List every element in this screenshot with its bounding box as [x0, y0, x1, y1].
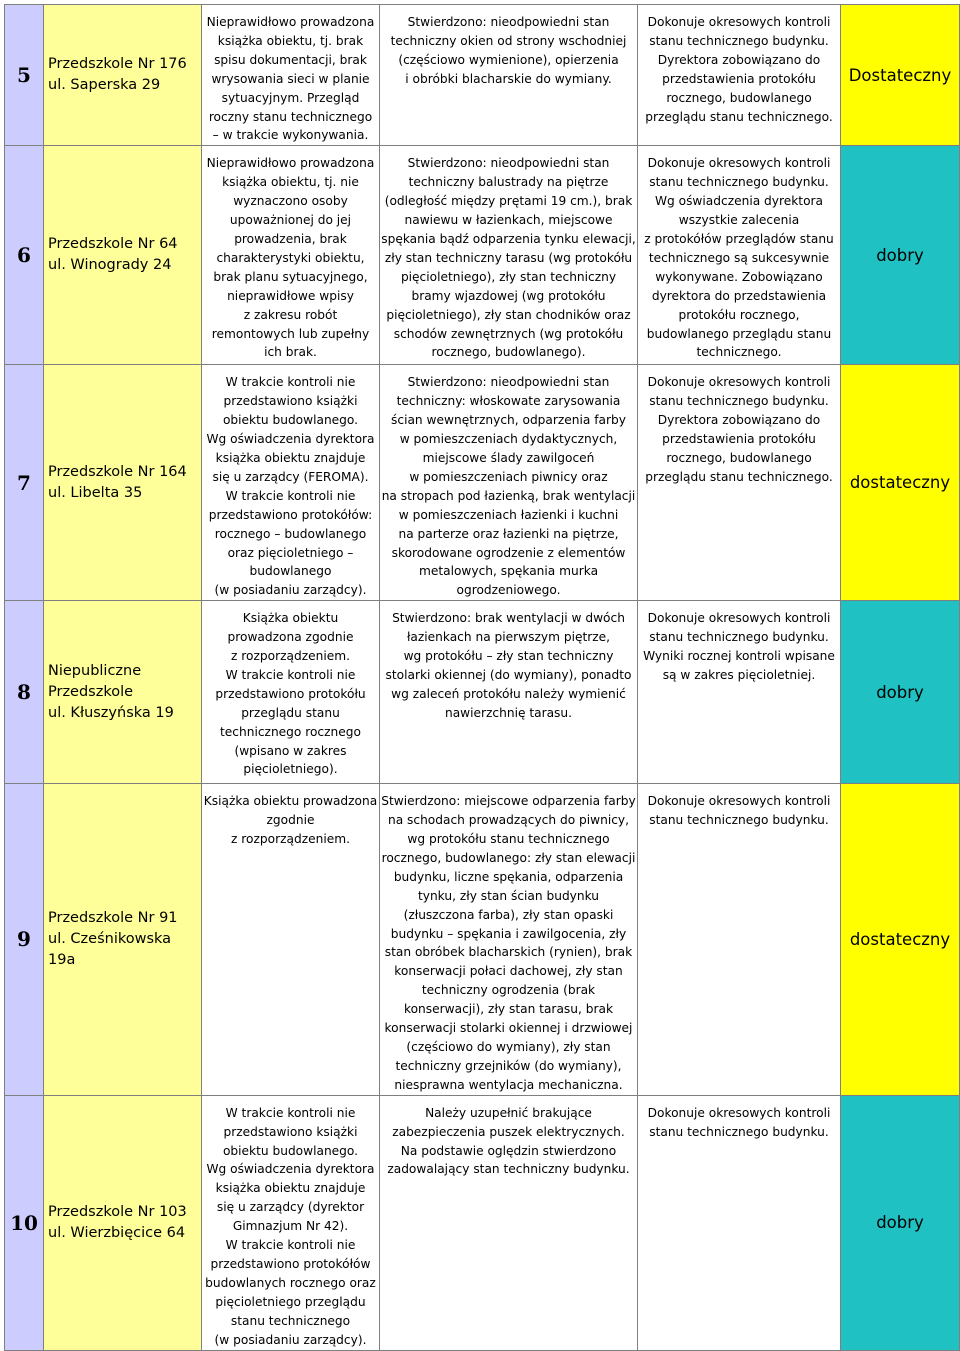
facility-name-line: Przedszkole: [48, 683, 134, 700]
actions-taken: Dokonuje okresowych kontroli stanu technicznego budynku.: [638, 784, 841, 1096]
facility-name: [44, 5, 202, 146]
technical-findings: Stwierdzono: nieodpowiedni stan techniczny: włoskowate zarysowania ścian wewnętrznych, odparzenia farby w pomieszczeniach dydaktycznych, miejscowe ślady zawilgoceń w pomieszczeniach piwnicy oraz na stropach pod łazienką, brak wentylacji w pomieszczeniach łazienki i kuchni na parterze oraz łazienki na piętrze, skorodowane ogrodzenie z elementów metalowych, spękania murka ogrodzeniowego.: [380, 365, 638, 601]
table-row: [5, 1095, 960, 1350]
condition-rating: dobry: [841, 146, 960, 365]
technical-findings: Stwierdzono: nieodpowiedni stan techniczny balustrady na piętrze (odległość między prętami 19 cm.), brak nawiewu w łazienkach, miejscowe spękania bądź odparzenia tynku elewacji, zły stan techniczny tarasu (wg protokółu pięcioletniego), zły stan techniczny bramy wjazdowej (wg protokółu pięcioletniego), zły stan chodników oraz schodów zewnętrznych (wg protokółu rocznego, budowlanego).: [380, 146, 638, 365]
facility-name-line: Przedszkole Nr 103: [48, 1203, 187, 1220]
facility-name: [44, 1095, 202, 1350]
documentation-status: Książka obiektu prowadzona zgodnie z rozporządzeniem.: [202, 784, 380, 1096]
facility-address-line: ul. Saperska 29: [48, 77, 161, 94]
documentation-status: W trakcie kontroli nie przedstawiono książki obiektu budowlanego. Wg oświadczenia dyrektora książka obiektu znajduje się u zarządcy (dyrektor Gimnazjum Nr 42). W trakcie kontroli nie przedstawiono protokółów budowlanych rocznego oraz pięcioletniego przeglądu stanu technicznego (w posiadaniu zarządcy).: [202, 1095, 380, 1350]
documentation-status: Nieprawidłowo prowadzona książka obiektu, tj. brak spisu dokumentacji, brak wrysowania sieci w planie sytuacyjnym. Przegląd roczny stanu technicznego – w trakcie wykonywania.: [202, 5, 380, 146]
documentation-status: Nieprawidłowo prowadzona książka obiektu, tj. nie wyznaczono osoby upoważnionej do jej prowadzenia, brak charakterystyki obiektu, brak planu sytuacyjnego, nieprawidłowe wpisy z zakresu robót remontowych lub zupełny ich brak.: [202, 146, 380, 365]
row-number: 10: [5, 1095, 44, 1350]
actions-taken: Dokonuje okresowych kontroli stanu technicznego budynku. Wyniki rocznej kontroli wpisane są w zakres pięcioletniej.: [638, 601, 841, 784]
row-number: 9: [5, 784, 44, 1096]
inspection-table: [4, 4, 960, 1351]
facility-address-line: ul. Kłuszyńska 19: [48, 704, 174, 721]
facility-name-line: Niepubliczne: [48, 662, 142, 679]
condition-rating: dobry: [841, 1095, 960, 1350]
row-number: 8: [5, 601, 44, 784]
condition-rating: dostateczny: [841, 365, 960, 601]
facility-name: [44, 146, 202, 365]
facility-name-line: Przedszkole Nr 164: [48, 463, 187, 480]
table-row: [5, 601, 960, 784]
row-number: 7: [5, 365, 44, 601]
facility-name-line: Przedszkole Nr 176: [48, 56, 187, 73]
facility-address-line: ul. Cześnikowska 19a: [48, 930, 172, 968]
technical-findings: Stwierdzono: brak wentylacji w dwóch łazienkach na pierwszym piętrze, wg protokółu – zły stan techniczny stolarki okiennej (do wymiany), ponadto wg zaleceń protokółu należy wymienić nawierzchnię tarasu.: [380, 601, 638, 784]
facility-name-line: Przedszkole Nr 64: [48, 236, 178, 253]
technical-findings: Stwierdzono: nieodpowiedni stan techniczny okien od strony wschodniej (częściowo wymienione), opierzenia i obróbki blacharskie do wymiany.: [380, 5, 638, 146]
facility-name: [44, 365, 202, 601]
facility-address-line: ul. Libelta 35: [48, 484, 143, 501]
actions-taken: Dokonuje okresowych kontroli stanu technicznego budynku. Dyrektora zobowiązano do przedstawienia protokółu rocznego, budowlanego przeglądu stanu technicznego.: [638, 5, 841, 146]
technical-findings: Należy uzupełnić brakujące zabezpieczenia puszek elektrycznych. Na podstawie oględzin stwierdzono zadowalający stan techniczny budynku.: [380, 1095, 638, 1350]
table-row: [5, 5, 960, 146]
documentation-status: W trakcie kontroli nie przedstawiono książki obiektu budowlanego. Wg oświadczenia dyrektora książka obiektu znajduje się u zarządcy (FEROMA). W trakcie kontroli nie przedstawiono protokółów: rocznego – budowlanego oraz pięcioletniego – budowlanego (w posiadaniu zarządcy).: [202, 365, 380, 601]
table-row: [5, 146, 960, 365]
actions-taken: Dokonuje okresowych kontroli stanu technicznego budynku. Wg oświadczenia dyrektora wszystkie zalecenia z protokółów przeglądów stanu technicznego są sukcesywnie wykonywane. Zobowiązano dyrektora do przedstawienia protokółu rocznego, budowlanego przeglądu stanu technicznego.: [638, 146, 841, 365]
technical-findings: Stwierdzono: miejscowe odparzenia farby na schodach prowadzących do piwnicy, wg protokółu stanu technicznego rocznego, budowlanego: zły stan elewacji budynku, liczne spękania, odparzenia tynku, zły stan ścian budynku (złuszczona farba), zły stan opaski budynku – spękania i zawilgocenia, zły stan obróbek blacharskich (rynien), brak konserwacji połaci dachowej, zły stan techniczny ogrodzenia (brak konserwacji), zły stan tarasu, brak konserwacji stolarki okiennej i drzwiowej (częściowo do wymiany), zły stan techniczny grzejników (do wymiany), niesprawna wentylacja mechaniczna.: [380, 784, 638, 1096]
documentation-status: Książka obiektu prowadzona zgodnie z rozporządzeniem. W trakcie kontroli nie przedstawiono protokółu przeglądu stanu technicznego rocznego (wpisano w zakres pięcioletniego).: [202, 601, 380, 784]
condition-rating: dostateczny: [841, 784, 960, 1096]
condition-rating: Dostateczny: [841, 5, 960, 146]
row-number: 5: [5, 5, 44, 146]
condition-rating: dobry: [841, 601, 960, 784]
facility-name-line: Przedszkole Nr 91: [48, 909, 178, 926]
actions-taken: Dokonuje okresowych kontroli stanu technicznego budynku. Dyrektora zobowiązano do przedstawienia protokółu rocznego, budowlanego przeglądu stanu technicznego.: [638, 365, 841, 601]
facility-address-line: ul. Winogrady 24: [48, 257, 172, 274]
row-number: 6: [5, 146, 44, 365]
actions-taken: Dokonuje okresowych kontroli stanu technicznego budynku.: [638, 1095, 841, 1350]
facility-name: [44, 601, 202, 784]
facility-address-line: ul. Wierzbięcice 64: [48, 1224, 186, 1241]
facility-name: [44, 784, 202, 1096]
table-row: [5, 784, 960, 1096]
table-row: [5, 365, 960, 601]
